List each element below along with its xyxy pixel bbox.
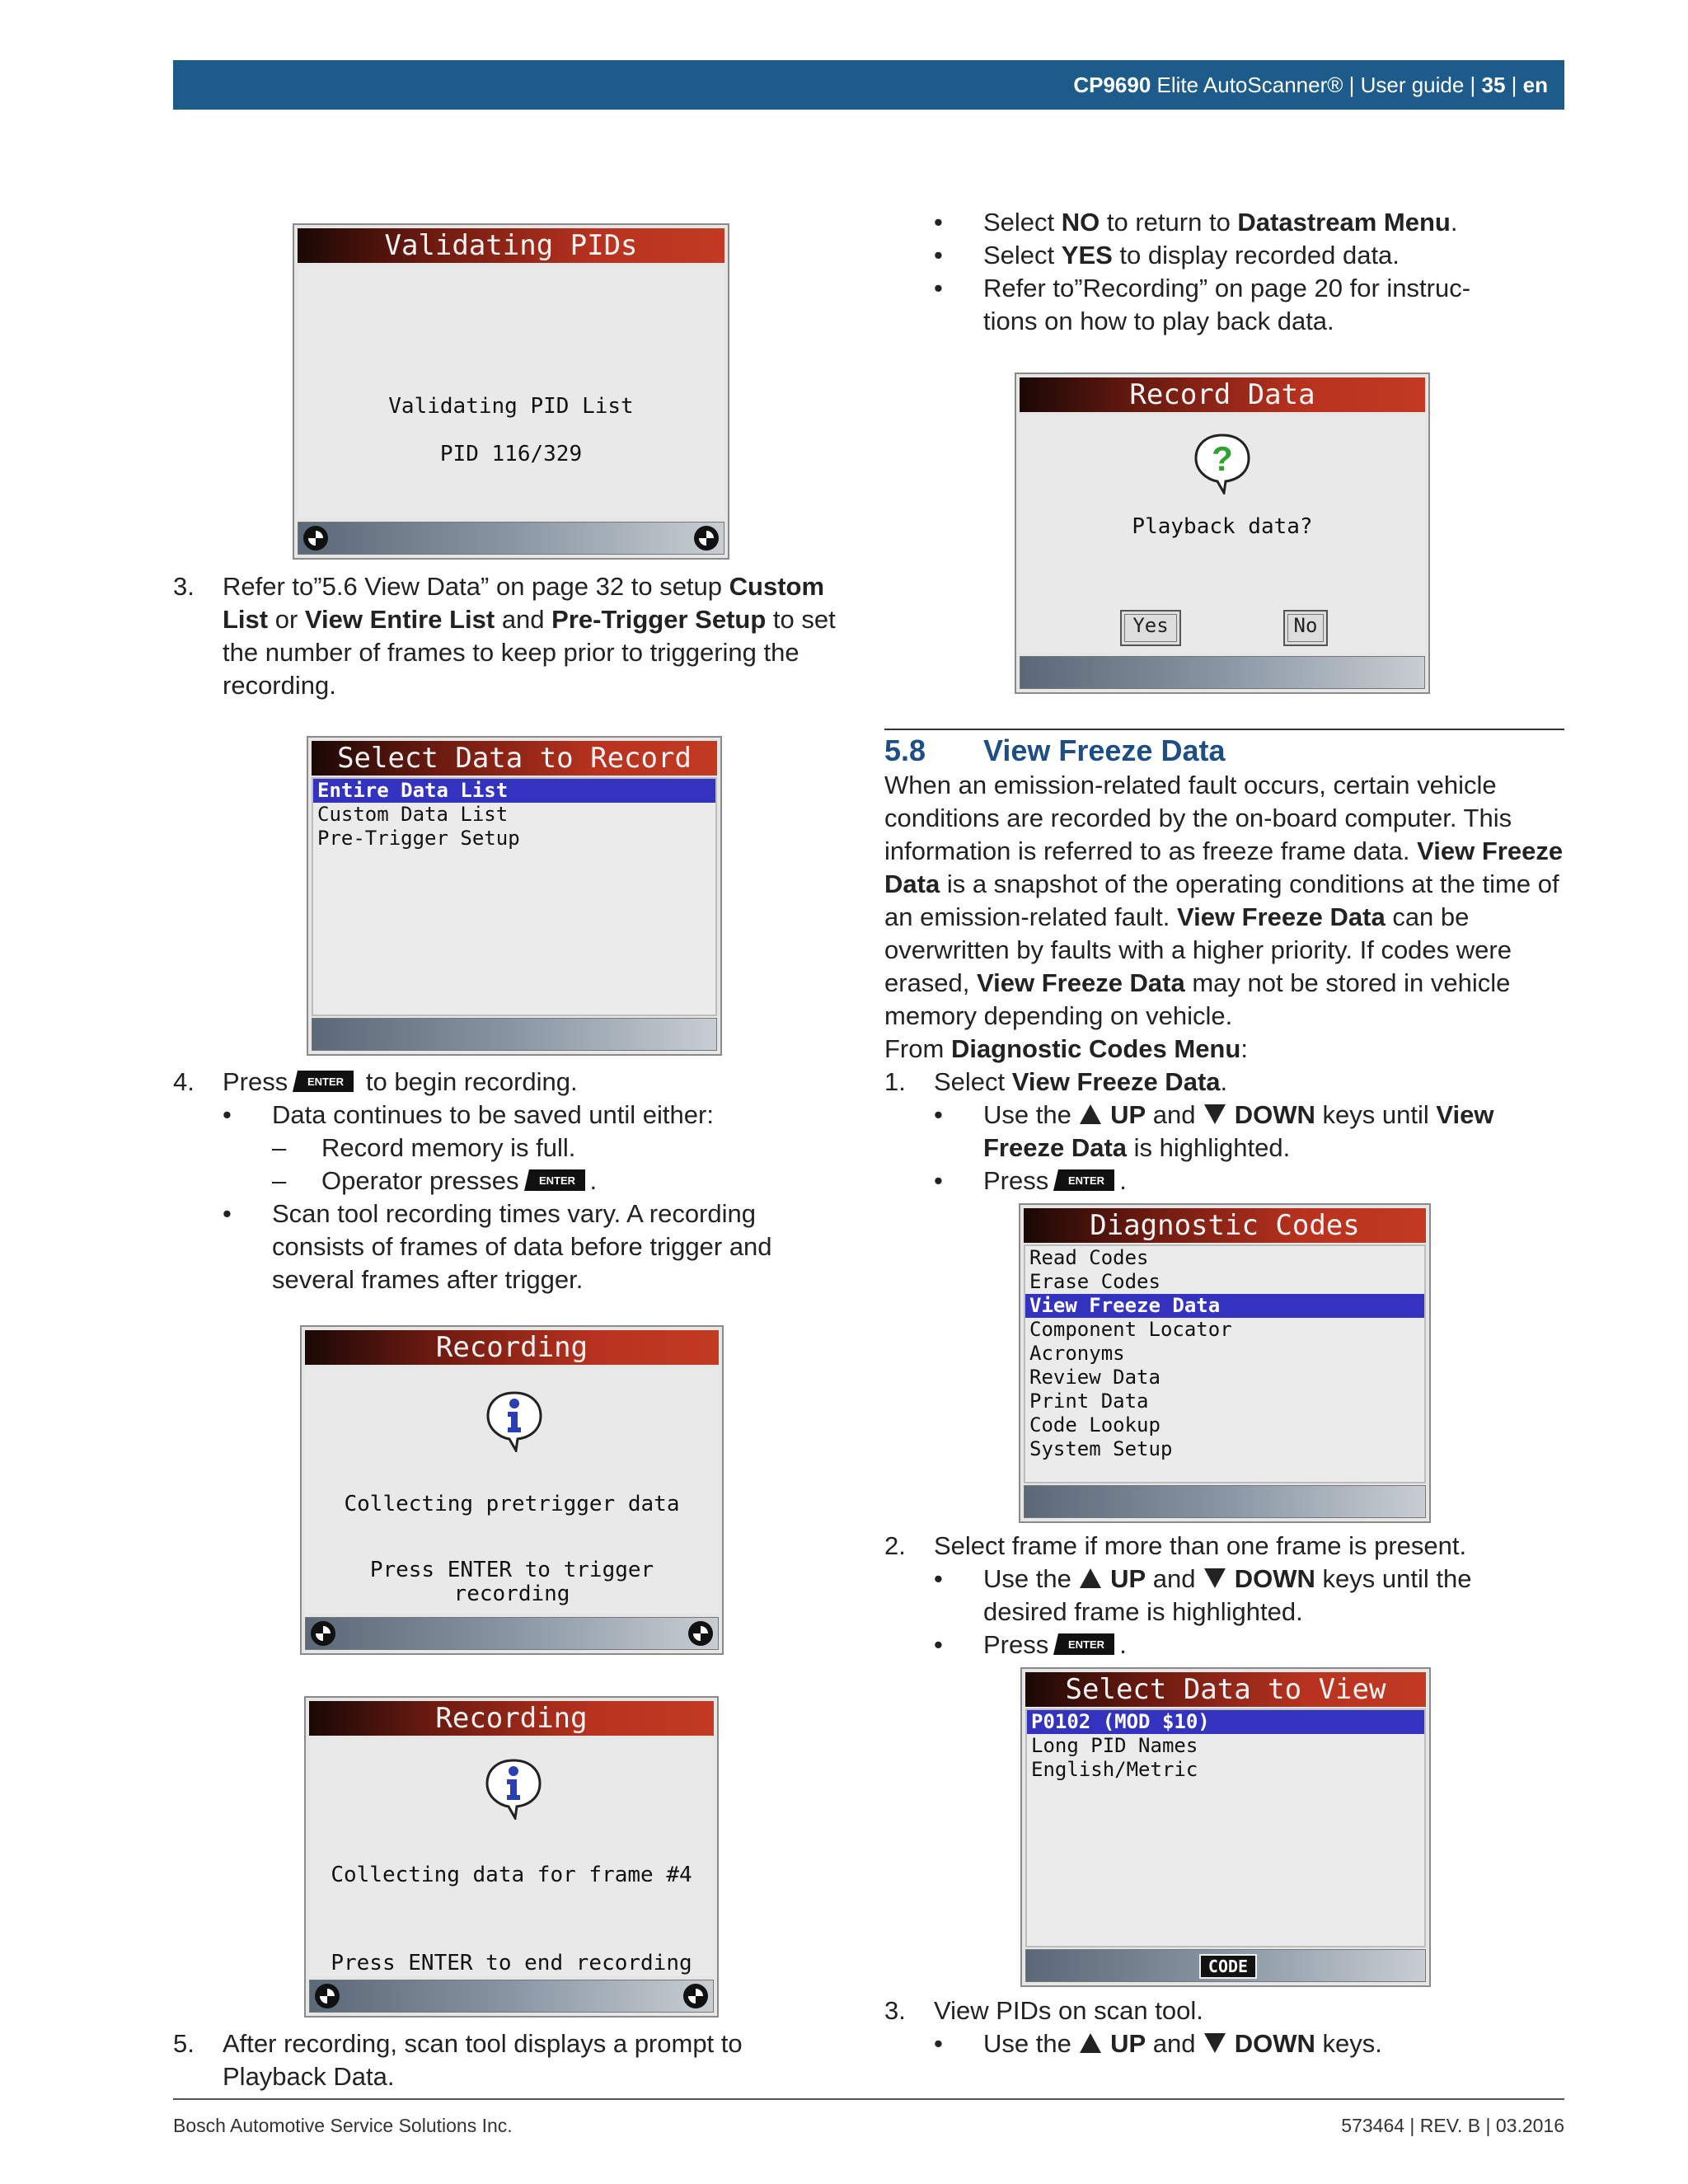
- screen-select-data-to-view: [1020, 1667, 1431, 1987]
- footer-revision: 573464 | REV. B | 03.2016: [1341, 2115, 1564, 2136]
- info-icon: [484, 1757, 543, 1820]
- bullet-icon: •: [223, 1100, 232, 1129]
- step-1-text: [934, 1066, 1227, 1099]
- fan-icon: [311, 1621, 335, 1646]
- header-separator: |: [1505, 73, 1523, 97]
- step-number: 2.: [884, 1531, 906, 1560]
- bullet-text: [983, 2027, 1382, 2060]
- screen-line: recording: [453, 1582, 570, 1606]
- screen-diagnostic-codes: [1019, 1203, 1431, 1523]
- step-5-text: After recording, scan tool displays a prompt to Playback Data.: [223, 2029, 743, 2091]
- text-run: to begin recording.: [359, 1067, 578, 1096]
- text-run: Use the: [983, 2029, 1079, 2058]
- screen-line: Collecting pretrigger data: [344, 1492, 680, 1516]
- fan-icon: [315, 1984, 340, 2008]
- screen-body: [309, 1739, 714, 1976]
- header-language: en: [1522, 73, 1548, 97]
- step-3-text: [223, 570, 837, 702]
- header-page-number: 35: [1481, 73, 1506, 97]
- yes-button[interactable]: [1120, 610, 1181, 646]
- screen-body: [305, 1368, 719, 1614]
- text-run: to set the number of frames to keep prior to triggering the recording.: [223, 605, 836, 700]
- step-number: 3.: [173, 572, 195, 601]
- text-run: Operator presses: [321, 1166, 519, 1195]
- enter-key-label: ENTER: [538, 1174, 575, 1187]
- screen-line: Press ENTER to trigger: [369, 1558, 654, 1582]
- footer-company: Bosch Automotive Service Solutions Inc.: [173, 2115, 513, 2136]
- bold-run: View Freeze Data: [1011, 1067, 1221, 1096]
- menu-item[interactable]: Entire Data List: [313, 779, 715, 803]
- menu-item[interactable]: View Freeze Data: [1025, 1294, 1424, 1318]
- screen-recording-frame: [304, 1696, 719, 2018]
- text-run: and: [1146, 1100, 1203, 1129]
- screen-question: Playback data?: [1132, 514, 1313, 539]
- section-title: View Freeze Data: [983, 733, 1226, 767]
- bullet-text: [983, 1099, 1560, 1165]
- dash-icon: –: [272, 1133, 287, 1162]
- bold-run: View Entire List: [304, 605, 495, 634]
- text-run: to return to: [1100, 208, 1238, 237]
- step-4-text: [223, 1066, 578, 1099]
- section-rule: [884, 729, 1564, 730]
- bullet-text: Data continues to be saved until either:: [272, 1100, 714, 1129]
- enter-key-icon: [523, 1168, 587, 1193]
- text-run: and: [495, 605, 552, 634]
- bold-run: Datastream Menu: [1237, 208, 1451, 237]
- bullet-text: [983, 239, 1400, 272]
- bullet-icon: •: [934, 274, 943, 302]
- bullet-icon: •: [934, 1630, 943, 1659]
- button-frame: [1287, 614, 1324, 642]
- text-run: :: [1240, 1034, 1248, 1063]
- dash-text: Operator presses ENTER .: [321, 1166, 598, 1195]
- menu-item[interactable]: Erase Codes: [1029, 1270, 1160, 1293]
- menu-item[interactable]: Pre-Trigger Setup: [317, 827, 520, 850]
- svg-text:?: ?: [1212, 439, 1233, 478]
- text-run: and: [1146, 2029, 1203, 2058]
- screen-menu: [1024, 1244, 1426, 1483]
- menu-item[interactable]: Custom Data List: [317, 803, 509, 826]
- menu-item[interactable]: Print Data: [1029, 1390, 1149, 1413]
- dash-icon: –: [272, 1166, 287, 1195]
- bold-run: View Freeze Data: [977, 968, 1185, 997]
- down-arrow-icon: [1203, 2032, 1227, 2055]
- text-run: .: [1220, 1067, 1228, 1096]
- footer-rule: [173, 2098, 1564, 2100]
- bullet-icon: •: [934, 1564, 943, 1593]
- section-paragraph: [884, 769, 1564, 1033]
- step-number: 3.: [884, 1996, 906, 2025]
- screen-line: PID 116/329: [439, 442, 583, 466]
- screen-menu: [1025, 1708, 1426, 1947]
- screen-footer: [309, 1980, 714, 2013]
- screen-menu: [312, 777, 717, 1016]
- menu-item[interactable]: P0102 (MOD $10): [1027, 1710, 1424, 1734]
- yes-label: Yes: [1132, 614, 1169, 637]
- screen-line: Press ENTER to end recording: [331, 1951, 692, 1975]
- enter-key-label: ENTER: [1068, 1638, 1105, 1651]
- text-run: may not be stored in vehicle memory depending on vehicle.: [884, 968, 1511, 1030]
- text-run: is a snapshot of the operating conditions at the time of an emission-related fault.: [884, 869, 1559, 931]
- bold-run: View Freeze Data: [983, 1100, 1494, 1162]
- bullet-text: [983, 206, 1457, 239]
- enter-key-label: ENTER: [307, 1076, 345, 1088]
- text-run: keys until: [1315, 1100, 1437, 1129]
- enter-key-icon: [1052, 1632, 1116, 1657]
- bold-run: Diagnostic Codes Menu: [950, 1034, 1241, 1063]
- question-icon: [1193, 432, 1252, 494]
- bold-run: Custom List: [223, 572, 825, 634]
- bullet-icon: •: [934, 241, 943, 269]
- screen-select-data-to-record: [307, 736, 722, 1056]
- step-number: 4.: [173, 1067, 195, 1096]
- bold-run: YES: [1061, 241, 1113, 269]
- fan-icon: [694, 526, 719, 551]
- text-run: is highlighted.: [1127, 1133, 1291, 1162]
- text-run: Select: [983, 241, 1062, 269]
- button-frame: [1124, 614, 1177, 642]
- fan-icon: [688, 1621, 713, 1646]
- screen-footer: [305, 1617, 719, 1650]
- screen-footer: [1024, 1485, 1426, 1518]
- text-run: .: [1450, 208, 1458, 237]
- enter-key-icon: [1052, 1168, 1116, 1193]
- bullet-icon: •: [223, 1199, 232, 1228]
- step-3-right-text: View PIDs on scan tool.: [934, 1996, 1203, 2025]
- code-softkey[interactable]: CODE: [1199, 1954, 1257, 1979]
- screen-validating-pids: [293, 223, 729, 560]
- bullet-icon: •: [934, 2029, 943, 2058]
- screen-body: [298, 266, 724, 518]
- text-run: Use the: [983, 1100, 1079, 1129]
- bullet-icon: •: [934, 1100, 943, 1129]
- from-line: [884, 1033, 1248, 1066]
- bullet-text: Refer to”Recording” on page 20 for instruc-: [983, 274, 1471, 302]
- enter-key-label: ENTER: [1068, 1174, 1105, 1187]
- bold-run: UP: [1110, 1564, 1146, 1593]
- screen-recording-pretrigger: [300, 1325, 724, 1655]
- text-run: and: [1146, 1564, 1203, 1593]
- enter-key-icon: [291, 1069, 355, 1094]
- menu-item[interactable]: Read Codes: [1029, 1246, 1149, 1269]
- screen-body: [1020, 415, 1425, 653]
- up-arrow-icon: [1078, 1567, 1103, 1590]
- bullet-text: Press ENTER .: [983, 1630, 1127, 1659]
- menu-item[interactable]: English/Metric: [1031, 1758, 1198, 1781]
- screen-title: Validating PIDs: [298, 228, 724, 263]
- step-number: 5.: [173, 2029, 195, 2058]
- menu-item[interactable]: Long PID Names: [1031, 1734, 1198, 1757]
- header-model: CP9690: [1073, 73, 1151, 97]
- screen-title: Recording: [309, 1701, 714, 1736]
- up-arrow-icon: [1078, 1103, 1103, 1126]
- bold-run: UP: [1110, 1100, 1146, 1129]
- text-run: When an emission-related fault occurs, certain vehicle conditions are recorded by the on-board computer. This information is referred to as freeze frame data.: [884, 771, 1512, 865]
- bullet-text: Press ENTER .: [983, 1166, 1127, 1195]
- bullet-text-continued: tions on how to play back data.: [983, 307, 1334, 335]
- header-text: [1073, 60, 1548, 110]
- screen-title: Select Data to Record: [312, 741, 717, 776]
- screen-line: Collecting data for frame #4: [331, 1863, 692, 1887]
- screen-line: Validating PID List: [388, 394, 634, 419]
- text-run: can be overwritten by faults with a higher priority. If codes were erased,: [884, 902, 1512, 997]
- bold-run: DOWN: [1234, 1564, 1315, 1593]
- text-run: Press: [223, 1067, 288, 1096]
- section-number: 5.8: [884, 733, 926, 767]
- text-run: Use the: [983, 1564, 1079, 1593]
- text-run: Refer to”5.6 View Data” on page 32 to setup: [223, 572, 729, 601]
- screen-title: Recording: [305, 1330, 719, 1365]
- up-arrow-icon: [1078, 2032, 1103, 2055]
- bold-run: Pre-Trigger Setup: [551, 605, 767, 634]
- screen-record-data: [1015, 373, 1430, 694]
- dash-text: Record memory is full.: [321, 1133, 576, 1162]
- down-arrow-icon: [1203, 1567, 1227, 1590]
- bold-run: UP: [1110, 2029, 1146, 2058]
- bold-run: DOWN: [1234, 2029, 1315, 2058]
- menu-item[interactable]: Acronyms: [1029, 1342, 1125, 1365]
- info-icon: [485, 1390, 544, 1452]
- text-run: to display recorded data.: [1112, 241, 1400, 269]
- bullet-icon: •: [934, 208, 943, 237]
- text-run: Press: [983, 1166, 1049, 1195]
- text-run: From: [884, 1034, 951, 1063]
- menu-item[interactable]: Review Data: [1029, 1366, 1160, 1389]
- bold-run: View Freeze Data: [884, 837, 1564, 898]
- step-2-text: Select frame if more than one frame is present.: [934, 1531, 1467, 1560]
- screen-title: Record Data: [1020, 377, 1425, 412]
- bold-run: NO: [1061, 208, 1100, 237]
- bold-run: DOWN: [1234, 1100, 1315, 1129]
- menu-item[interactable]: Component Locator: [1029, 1318, 1232, 1341]
- no-button[interactable]: [1283, 610, 1328, 646]
- header-product: Elite AutoScanner® | User guide |: [1151, 73, 1482, 97]
- screen-footer: [1025, 1949, 1426, 1982]
- bullet-text: Scan tool recording times vary. A recording consists of frames of data before trigger and several frames after trigger.: [272, 1199, 772, 1294]
- down-arrow-icon: [1203, 1103, 1227, 1126]
- screen-title: Diagnostic Codes: [1024, 1208, 1426, 1243]
- screen-footer: [312, 1018, 717, 1051]
- bold-run: View Freeze Data: [1176, 902, 1386, 931]
- fan-icon: [303, 526, 328, 551]
- bullet-text: [983, 1563, 1544, 1629]
- header-band: [173, 60, 1564, 110]
- text-run: keys.: [1315, 2029, 1382, 2058]
- screen-title: Select Data to View: [1025, 1672, 1426, 1707]
- bullet-icon: •: [934, 1166, 943, 1195]
- menu-item[interactable]: System Setup: [1029, 1437, 1173, 1460]
- screen-footer: [298, 522, 724, 555]
- menu-item[interactable]: Code Lookup: [1029, 1413, 1160, 1436]
- text-run: keys until the desired frame is highlighted.: [983, 1564, 1472, 1626]
- text-run: Select: [934, 1067, 1012, 1096]
- fan-icon: [683, 1984, 708, 2008]
- no-label: No: [1293, 614, 1318, 637]
- text-run: or: [268, 605, 305, 634]
- screen-footer: [1020, 656, 1425, 689]
- step-number: 1.: [884, 1067, 906, 1096]
- text-run: Press: [983, 1630, 1049, 1659]
- text-run: Select: [983, 208, 1062, 237]
